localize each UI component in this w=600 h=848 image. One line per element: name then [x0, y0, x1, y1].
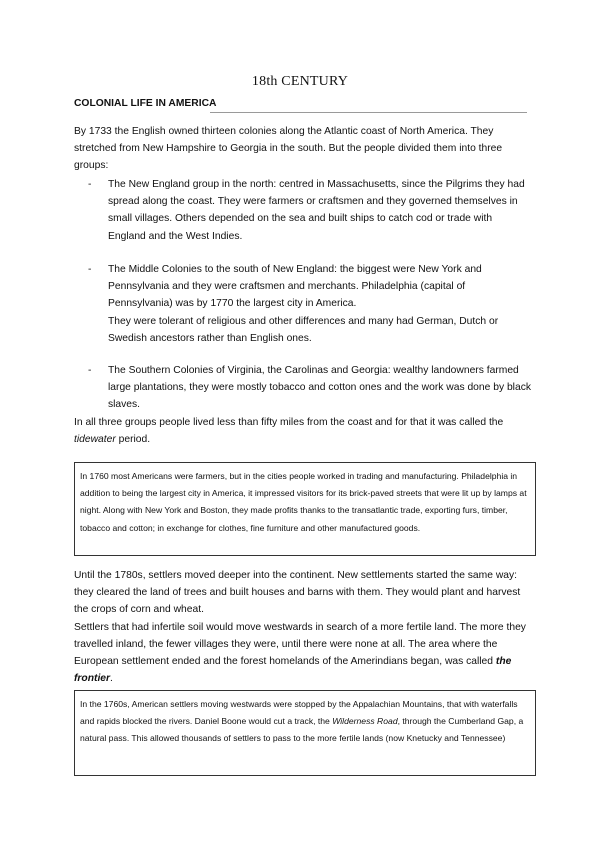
bullet-dash: - [88, 264, 92, 275]
intro-paragraph: By 1733 the English owned thirteen colonies along the Atlantic coast of North America. They stretched from New Hampshire to Georgia in the south. But the people divided them into three groups: [74, 126, 503, 172]
closing-paragraph [74, 414, 534, 448]
info-box-1760s [74, 690, 536, 776]
settlers-text-end: . [110, 673, 113, 685]
settlers-text: Settlers that had infertile soil would move westwards in search of a more fertile land. The more they travelled inland, the fewer villages they were, until there were none at all. The area where the European settlement ended and the forest homelands of the Amerindians began, was called [74, 621, 526, 668]
section-heading: COLONIAL LIFE IN AMERICA [74, 98, 217, 109]
settlers-section [74, 567, 536, 687]
closing-text-end: period. [115, 434, 151, 446]
page-title: 18th CENTURY [251, 74, 349, 89]
bullet-southern-colonies [88, 362, 532, 414]
frontier-term: the frontier [74, 656, 512, 685]
settlers-paragraph-2 [74, 619, 536, 688]
bullet-new-england [88, 176, 532, 245]
bullet-text: The Southern Colonies of Virginia, the Carolinas and Georgia: wealthy landowners farmed large plantations, they were mostly tobacco and cotton ones and the work was done by black slaves. [108, 365, 531, 411]
bullet-dash: - [88, 365, 92, 376]
heading-rule [210, 112, 527, 113]
bullet-text: The Middle Colonies to the south of New England: the biggest were New York and Pennsylvania and they were craftsmen and merchants. Philadelphia (capital of Pennsylvania) was by 1770 the largest city in America. [108, 264, 482, 310]
bullet-text-continued: They were tolerant of religious and other differences and many had German, Dutch or Swedish ancestors rather than English ones. [108, 315, 499, 344]
closing-text: In all three groups people lived less than fifty miles from the coast and for that it was called the [74, 417, 504, 428]
info-box-1760: In 1760 most Americans were farmers, but in the cities people worked in trading and manufacturing. Philadelphia in addition to being the largest city in America, it impressed visitors for its brick-paved streets that were lit up by lamps at night. Along with New York and Boston, they made profits thanks to the transatlantic trade, exporting furs, timber, tobacco and cotton; in exchange for clothes, fine furniture and other manufactured goods. [74, 462, 536, 556]
bullet-text: The New England group in the north: centred in Massachusetts, since the Pilgrims they had spread along the coast. They were farmers or craftsmen and they governed themselves in small villages. Others depended on the sea and built ships to catch cod or trade with England and the West Indies. [108, 179, 525, 242]
bullet-dash: - [88, 179, 92, 190]
settlers-paragraph-1: Until the 1780s, settlers moved deeper into the continent. New settlements started the same way: they cleared the land of trees and built houses and barns with them. They would plant and harvest the crops of corn and wheat. [74, 570, 521, 616]
box2-text: In the 1760s, American settlers moving westwards were stopped by the Appalachian Mountains, that with waterfalls and rapids blocked the rivers. Daniel Boone would cut a track, the [80, 699, 518, 727]
tidewater-term: tidewater [74, 434, 116, 446]
wilderness-road-term: Wilderness Road [332, 716, 398, 727]
box2-text-end: , through the Cumberland Gap, a natural pass. This allowed thousands of settlers to pass to the more fertile lands (now Knetucky and Tennessee) [80, 716, 524, 744]
bullet-middle-colonies [88, 261, 532, 347]
